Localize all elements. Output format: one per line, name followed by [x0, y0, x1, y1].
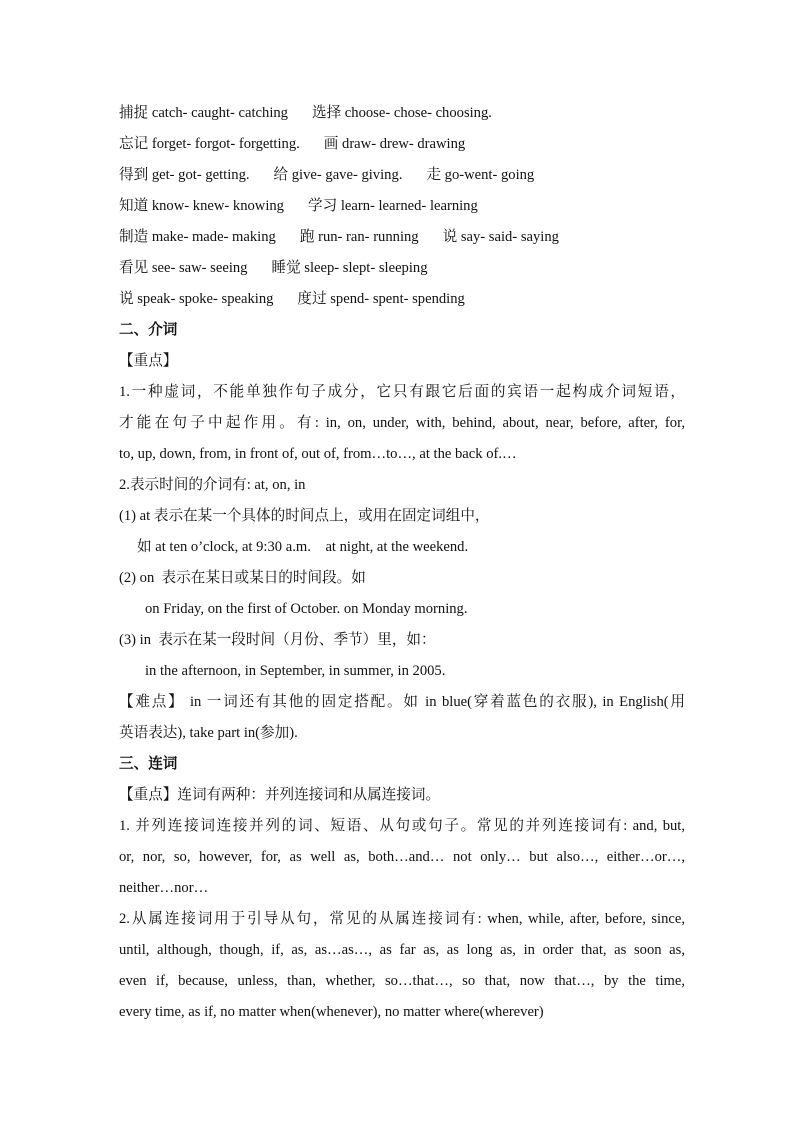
- key-point-tag: 【重点】: [119, 353, 178, 369]
- verb-entry: 度过 spend- spent- spending: [297, 291, 465, 307]
- paragraph-line: 1.一种虚词，不能单独作句子成分，它只有跟它后面的宾语一起构成介词短语，: [119, 384, 685, 400]
- paragraph-line: neither…nor…: [119, 880, 209, 896]
- verb-row: [119, 98, 685, 129]
- paragraph-line: 1. 并列连接词连接并列的词、短语、从句或句子。常见的并列连接词有: and, but,: [119, 818, 685, 834]
- paragraph-line: to, up, down, from, in front of, out of, from…to…, at the back of.…: [119, 446, 517, 462]
- paragraph-line: (2) on 表示在某日或某日的时间段。如: [119, 570, 366, 586]
- verb-entry: 说 speak- spoke- speaking: [119, 291, 274, 307]
- paragraph-line: 才能在句子中起作用。有: in, on, under, with, behind, about, near, before, after, for,: [119, 415, 685, 431]
- paragraph-line: 2.从属连接词用于引导从句，常见的从属连接词有: when, while, after, before, since,: [119, 911, 685, 927]
- difficulty-line: 英语表达), take part in(参加).: [119, 725, 298, 741]
- paragraph-line: (3) in 表示在某一段时间（月份、季节）里，如：: [119, 632, 436, 648]
- example-line: in the afternoon, in September, in summer, in 2005.: [145, 663, 446, 679]
- difficulty-line: 【难点】 in 一词还有其他的固定搭配。如 in blue(穿着蓝色的衣服), in English(用: [119, 694, 685, 710]
- verb-entry: 睡觉 sleep- slept- sleeping: [271, 260, 428, 276]
- verb-entry: 给 give- gave- giving.: [273, 167, 403, 183]
- verb-entry: 选择 choose- chose- choosing.: [311, 105, 492, 121]
- verb-entry: 制造 make- made- making: [119, 229, 276, 245]
- example-line: 如 at ten o’clock, at 9:30 a.m. at night, at the weekend.: [137, 539, 469, 555]
- paragraph-line: (1) at 表示在某一个具体的时间点上，或用在固定词组中，: [119, 508, 490, 524]
- paragraph-line: even if, because, unless, than, whether, so…that…, so that, now that…, by the time,: [119, 973, 685, 989]
- verb-entry: 忘记 forget- forgot- forgetting.: [119, 136, 300, 152]
- verb-entry: 学习 learn- learned- learning: [307, 198, 478, 214]
- verb-entry: 说 say- said- saying: [442, 229, 559, 245]
- section-heading-prepositions: 二、介词: [119, 322, 178, 338]
- paragraph-line: 【重点】连词有两种：并列连接词和从属连接词。: [119, 787, 441, 803]
- paragraph-line: every time, as if, no matter when(whenever), no matter where(wherever): [119, 1004, 544, 1020]
- verb-entry: 画 draw- drew- drawing: [323, 136, 466, 152]
- verb-entry: 得到 get- got- getting.: [119, 167, 250, 183]
- paragraph-line: 2.表示时间的介词有: at, on, in: [119, 477, 306, 493]
- example-line: on Friday, on the first of October. on Monday morning.: [145, 601, 468, 617]
- paragraph-line: until, although, though, if, as, as…as…, as far as, as long as, in order that, as soon as,: [119, 942, 685, 958]
- verb-entry: 知道 know- knew- knowing: [119, 198, 284, 214]
- verb-row: [119, 160, 685, 191]
- verb-entry: 看见 see- saw- seeing: [119, 260, 248, 276]
- section-heading-conjunctions: 三、连词: [119, 756, 178, 772]
- document-body: [119, 98, 685, 1028]
- verb-row: [119, 253, 685, 284]
- verb-row: [119, 129, 685, 160]
- verb-row: [119, 284, 685, 315]
- verb-row: [119, 222, 685, 253]
- verb-entry: 走 go-went- going: [426, 167, 535, 183]
- verb-entry: 跑 run- ran- running: [299, 229, 419, 245]
- verb-row: [119, 191, 685, 222]
- paragraph-line: or, nor, so, however, for, as well as, both…and… not only… but also…, either…or…,: [119, 849, 685, 865]
- verb-entry: 捕捉 catch- caught- catching: [119, 105, 288, 121]
